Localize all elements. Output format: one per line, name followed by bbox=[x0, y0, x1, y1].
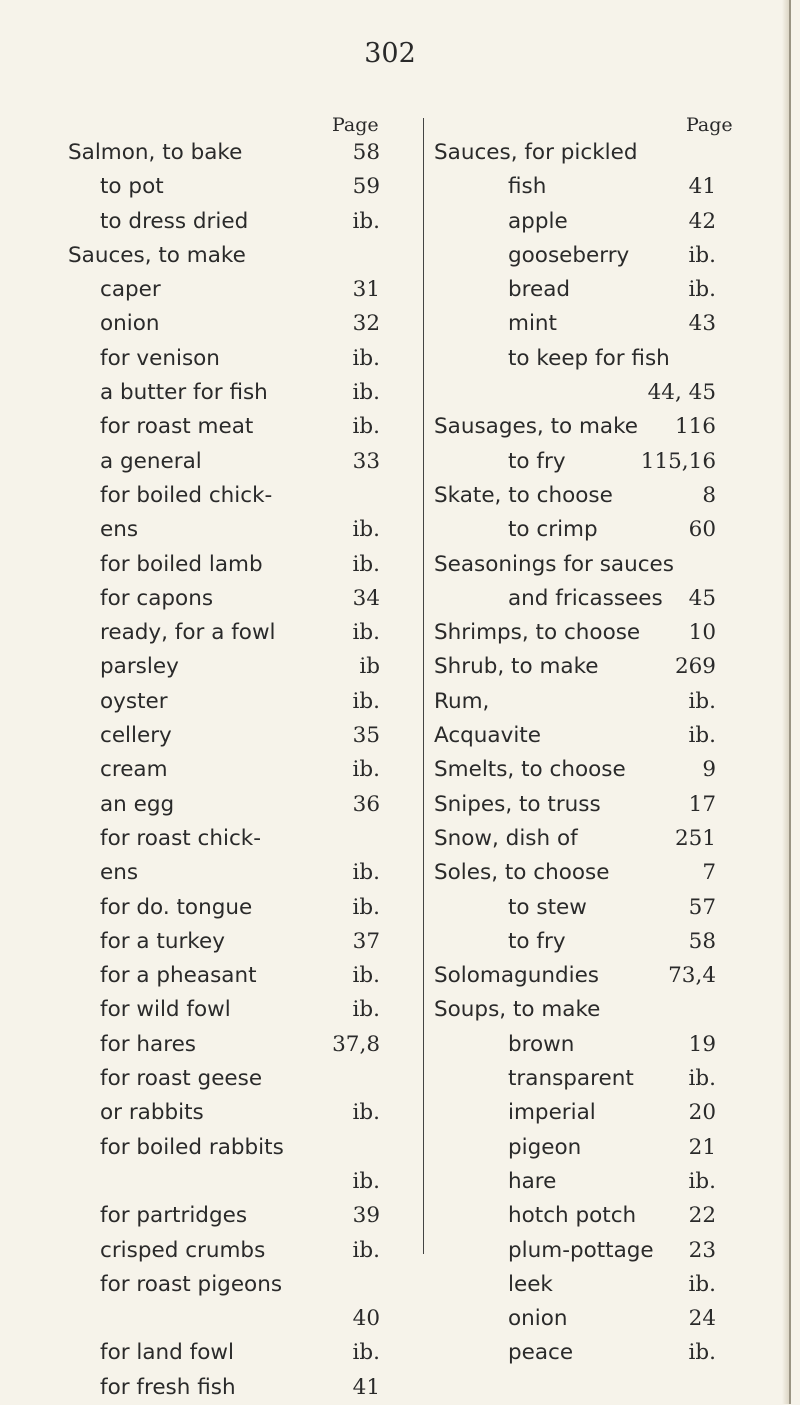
index-entry bbox=[434, 822, 716, 856]
entry-text: to fry bbox=[508, 928, 566, 954]
entry-text: transparent bbox=[508, 1066, 634, 1092]
entry-text: for fresh fish bbox=[100, 1374, 236, 1400]
index-entry bbox=[76, 376, 380, 410]
entry-text: Snipes, to truss bbox=[434, 791, 601, 817]
index-entry bbox=[76, 342, 380, 376]
index-entry bbox=[434, 342, 716, 376]
index-entry bbox=[434, 959, 716, 993]
entry-page: ib bbox=[359, 654, 380, 680]
entry-page: 42 bbox=[688, 208, 716, 234]
index-entry bbox=[76, 445, 380, 479]
index-entry bbox=[76, 273, 380, 307]
entry-page: ib. bbox=[688, 1066, 716, 1092]
entry-page: 31 bbox=[352, 277, 380, 303]
index-entry bbox=[76, 891, 380, 925]
entry-text: brown bbox=[508, 1031, 575, 1057]
entry-page: ib. bbox=[352, 414, 380, 440]
entry-text: Acquavite bbox=[434, 723, 541, 749]
page-edge-line bbox=[789, 0, 791, 1404]
entry-page: 41 bbox=[352, 1374, 380, 1400]
entry-text: fish bbox=[508, 174, 547, 200]
index-entry bbox=[76, 410, 380, 444]
entry-text: to keep for fish bbox=[508, 345, 670, 371]
entry-page: ib. bbox=[352, 380, 380, 406]
index-entry bbox=[76, 719, 380, 753]
entry-text: Shrimps, to choose bbox=[434, 620, 641, 646]
index-entry bbox=[76, 1062, 380, 1096]
entry-text: for roast meat bbox=[100, 414, 254, 440]
entry-page: 43 bbox=[688, 311, 716, 337]
index-entry bbox=[76, 1028, 380, 1062]
entry-page: ib. bbox=[688, 1340, 716, 1366]
entry-text: peace bbox=[508, 1340, 574, 1366]
index-entry bbox=[434, 788, 716, 822]
entry-page: 20 bbox=[688, 1100, 716, 1126]
entry-text: to fry bbox=[508, 448, 566, 474]
entry-page: 22 bbox=[688, 1203, 716, 1229]
entry-text: gooseberry bbox=[508, 242, 630, 268]
index-entry bbox=[76, 822, 380, 856]
index-entry bbox=[434, 273, 716, 307]
entry-text: to dress dried bbox=[100, 208, 249, 234]
index-entry bbox=[68, 136, 380, 170]
entry-page: ib. bbox=[688, 1271, 716, 1297]
entry-page: ib. bbox=[352, 1168, 380, 1194]
entry-text: Salmon, to bake bbox=[68, 140, 243, 165]
right-column-header: Page bbox=[686, 114, 733, 136]
index-entry bbox=[434, 650, 716, 684]
entry-text: for a pheasant bbox=[100, 963, 257, 989]
entry-text: an egg bbox=[100, 791, 175, 817]
index-entry bbox=[76, 650, 380, 684]
index-entry bbox=[76, 307, 380, 341]
index-entry bbox=[434, 1165, 716, 1199]
entry-page: ib. bbox=[352, 208, 380, 234]
entry-text: Snow, dish of bbox=[434, 825, 578, 851]
entry-page: 58 bbox=[352, 140, 380, 165]
entry-text: mint bbox=[508, 311, 557, 337]
entry-text: for a turkey bbox=[100, 928, 225, 954]
entry-text: hotch potch bbox=[508, 1203, 637, 1229]
index-entry bbox=[434, 1062, 716, 1096]
entry-page: 19 bbox=[688, 1031, 716, 1057]
entry-page: ib. bbox=[688, 1168, 716, 1194]
index-entry bbox=[76, 513, 380, 547]
index-entry bbox=[76, 925, 380, 959]
index-entry bbox=[434, 1268, 716, 1302]
index-entry bbox=[76, 1336, 380, 1370]
entry-page: ib. bbox=[352, 551, 380, 577]
index-entry bbox=[76, 1371, 380, 1405]
entry-page: ib. bbox=[688, 277, 716, 303]
entry-page: ib. bbox=[352, 997, 380, 1023]
entry-page: 57 bbox=[688, 894, 716, 920]
entry-text: for roast geese bbox=[100, 1066, 263, 1092]
index-entry bbox=[434, 307, 716, 341]
entry-text: for venison bbox=[100, 345, 220, 371]
entry-text: for boiled chick- bbox=[100, 482, 273, 508]
entry-text: Sausages, to make bbox=[434, 414, 639, 440]
index-entry bbox=[76, 1165, 380, 1199]
entry-text: for wild fowl bbox=[100, 997, 231, 1023]
index-entry bbox=[76, 1096, 380, 1130]
entry-page: 36 bbox=[352, 791, 380, 817]
index-entry bbox=[76, 170, 380, 204]
entry-text: to crimp bbox=[508, 517, 598, 543]
entry-page: 41 bbox=[688, 174, 716, 200]
entry-page: 60 bbox=[688, 517, 716, 543]
index-entry bbox=[76, 685, 380, 719]
entry-page: 73,4 bbox=[668, 963, 716, 989]
entry-page: 44, 45 bbox=[647, 380, 716, 406]
entry-text: Shrub, to make bbox=[434, 654, 599, 680]
entry-page: 39 bbox=[352, 1203, 380, 1229]
index-entry bbox=[434, 925, 716, 959]
index-entry bbox=[434, 1028, 716, 1062]
entry-text: Sauces, for pickled bbox=[434, 140, 638, 165]
entry-text: for hares bbox=[100, 1031, 196, 1057]
entry-text: Seasonings for sauces bbox=[434, 551, 674, 577]
entry-page: ib. bbox=[688, 242, 716, 268]
index-entry bbox=[76, 753, 380, 787]
entry-page: ib. bbox=[352, 757, 380, 783]
entry-page: 269 bbox=[674, 654, 716, 680]
page-number: 302 bbox=[364, 38, 416, 69]
index-entry bbox=[434, 753, 716, 787]
entry-text: Soles, to choose bbox=[434, 860, 610, 886]
index-entry bbox=[434, 170, 716, 204]
entry-text: and fricassees bbox=[508, 585, 663, 611]
index-entry bbox=[76, 616, 380, 650]
index-entry bbox=[434, 239, 716, 273]
entry-text: Rum, bbox=[434, 688, 490, 714]
entry-text: to pot bbox=[100, 174, 164, 200]
entry-page: 37,8 bbox=[332, 1031, 380, 1057]
index-entry bbox=[434, 376, 716, 410]
entry-text: for capons bbox=[100, 585, 214, 611]
entry-text: for partridges bbox=[100, 1203, 248, 1229]
index-entry bbox=[76, 582, 380, 616]
entry-text: cellery bbox=[100, 723, 172, 749]
left-column-header: Page bbox=[332, 114, 379, 136]
entry-page: 9 bbox=[702, 757, 716, 783]
index-entry bbox=[434, 582, 716, 616]
entry-text: Sauces, to make bbox=[68, 242, 246, 268]
index-entry bbox=[434, 1302, 716, 1336]
entry-text: Soups, to make bbox=[434, 997, 601, 1023]
entry-text: pigeon bbox=[508, 1134, 582, 1160]
entry-text: for land fowl bbox=[100, 1340, 234, 1366]
index-entry bbox=[76, 479, 380, 513]
index-entry bbox=[76, 1302, 380, 1336]
index-entry bbox=[434, 445, 716, 479]
entry-text: bread bbox=[508, 277, 571, 303]
index-entry bbox=[434, 410, 716, 444]
index-entry bbox=[434, 891, 716, 925]
entry-text: or rabbits bbox=[100, 1100, 204, 1126]
index-entry bbox=[434, 205, 716, 239]
entry-text: hare bbox=[508, 1168, 557, 1194]
entry-page: 37 bbox=[352, 928, 380, 954]
entry-text: a butter for fish bbox=[100, 380, 268, 406]
right-index-column bbox=[434, 136, 716, 1371]
entry-page: 32 bbox=[352, 311, 380, 337]
entry-text: ens bbox=[100, 860, 139, 886]
entry-text: Smelts, to choose bbox=[434, 757, 626, 783]
index-entry bbox=[434, 513, 716, 547]
index-entry bbox=[76, 1268, 380, 1302]
entry-page: ib. bbox=[352, 1237, 380, 1263]
entry-text: a general bbox=[100, 448, 202, 474]
entry-text: for do. tongue bbox=[100, 894, 253, 920]
column-divider bbox=[423, 118, 424, 1254]
entry-page: 35 bbox=[352, 723, 380, 749]
entry-page: 45 bbox=[688, 585, 716, 611]
entry-text: crisped crumbs bbox=[100, 1237, 266, 1263]
index-entry bbox=[76, 856, 380, 890]
entry-page: ib. bbox=[352, 963, 380, 989]
left-index-column bbox=[68, 136, 380, 1405]
index-entry bbox=[434, 479, 716, 513]
entry-page: 8 bbox=[702, 482, 716, 508]
entry-page: ib. bbox=[352, 894, 380, 920]
entry-page: 116 bbox=[674, 414, 716, 440]
entry-page: 10 bbox=[688, 620, 716, 646]
entry-text: onion bbox=[508, 1306, 568, 1332]
index-entry bbox=[434, 856, 716, 890]
index-entry bbox=[434, 616, 716, 650]
index-entry bbox=[76, 1234, 380, 1268]
entry-page: ib. bbox=[688, 688, 716, 714]
entry-page: 7 bbox=[702, 860, 716, 886]
entry-page: 251 bbox=[674, 825, 716, 851]
entry-page: ib. bbox=[352, 517, 380, 543]
entry-page: 23 bbox=[688, 1237, 716, 1263]
entry-text: onion bbox=[100, 311, 160, 337]
entry-text: plum-pottage bbox=[508, 1237, 654, 1263]
entry-text: for boiled lamb bbox=[100, 551, 263, 577]
entry-text: oyster bbox=[100, 688, 168, 714]
entry-page: 59 bbox=[352, 174, 380, 200]
index-entry bbox=[434, 685, 716, 719]
entry-page: ib. bbox=[352, 860, 380, 886]
index-entry bbox=[76, 959, 380, 993]
index-entry bbox=[76, 1131, 380, 1165]
index-entry bbox=[434, 136, 716, 170]
entry-page: ib. bbox=[352, 1340, 380, 1366]
entry-text: to stew bbox=[508, 894, 587, 920]
entry-page: ib. bbox=[352, 688, 380, 714]
index-entry bbox=[434, 1336, 716, 1370]
entry-text: for boiled rabbits bbox=[100, 1134, 284, 1160]
entry-text: Skate, to choose bbox=[434, 482, 613, 508]
index-entry bbox=[76, 993, 380, 1027]
entry-text: for roast chick- bbox=[100, 825, 262, 851]
entry-page: 58 bbox=[688, 928, 716, 954]
entry-page: 24 bbox=[688, 1306, 716, 1332]
index-entry bbox=[76, 548, 380, 582]
entry-page: ib. bbox=[352, 620, 380, 646]
index-entry bbox=[434, 719, 716, 753]
entry-page: ib. bbox=[688, 723, 716, 749]
index-entry bbox=[434, 993, 716, 1027]
index-entry bbox=[76, 788, 380, 822]
index-entry bbox=[68, 239, 380, 273]
entry-text: ens bbox=[100, 517, 139, 543]
entry-page: ib. bbox=[352, 1100, 380, 1126]
index-entry bbox=[76, 1199, 380, 1233]
entry-text: Solomagundies bbox=[434, 963, 599, 989]
entry-text: apple bbox=[508, 208, 568, 234]
entry-page: ib. bbox=[352, 345, 380, 371]
entry-text: parsley bbox=[100, 654, 179, 680]
index-entry bbox=[434, 548, 716, 582]
index-entry bbox=[434, 1131, 716, 1165]
entry-page: 34 bbox=[352, 585, 380, 611]
index-entry bbox=[434, 1234, 716, 1268]
entry-text: imperial bbox=[508, 1100, 596, 1126]
index-entry bbox=[76, 205, 380, 239]
entry-text: for roast pigeons bbox=[100, 1271, 283, 1297]
index-entry bbox=[434, 1199, 716, 1233]
entry-page: 115,16 bbox=[640, 448, 716, 474]
entry-page: 33 bbox=[352, 448, 380, 474]
entry-text: cream bbox=[100, 757, 168, 783]
entry-text: ready, for a fowl bbox=[100, 620, 276, 646]
entry-text: leek bbox=[508, 1271, 553, 1297]
entry-page: 40 bbox=[352, 1306, 380, 1332]
entry-page: 21 bbox=[688, 1134, 716, 1160]
entry-page: 17 bbox=[688, 791, 716, 817]
index-entry bbox=[434, 1096, 716, 1130]
entry-text: caper bbox=[100, 277, 161, 303]
